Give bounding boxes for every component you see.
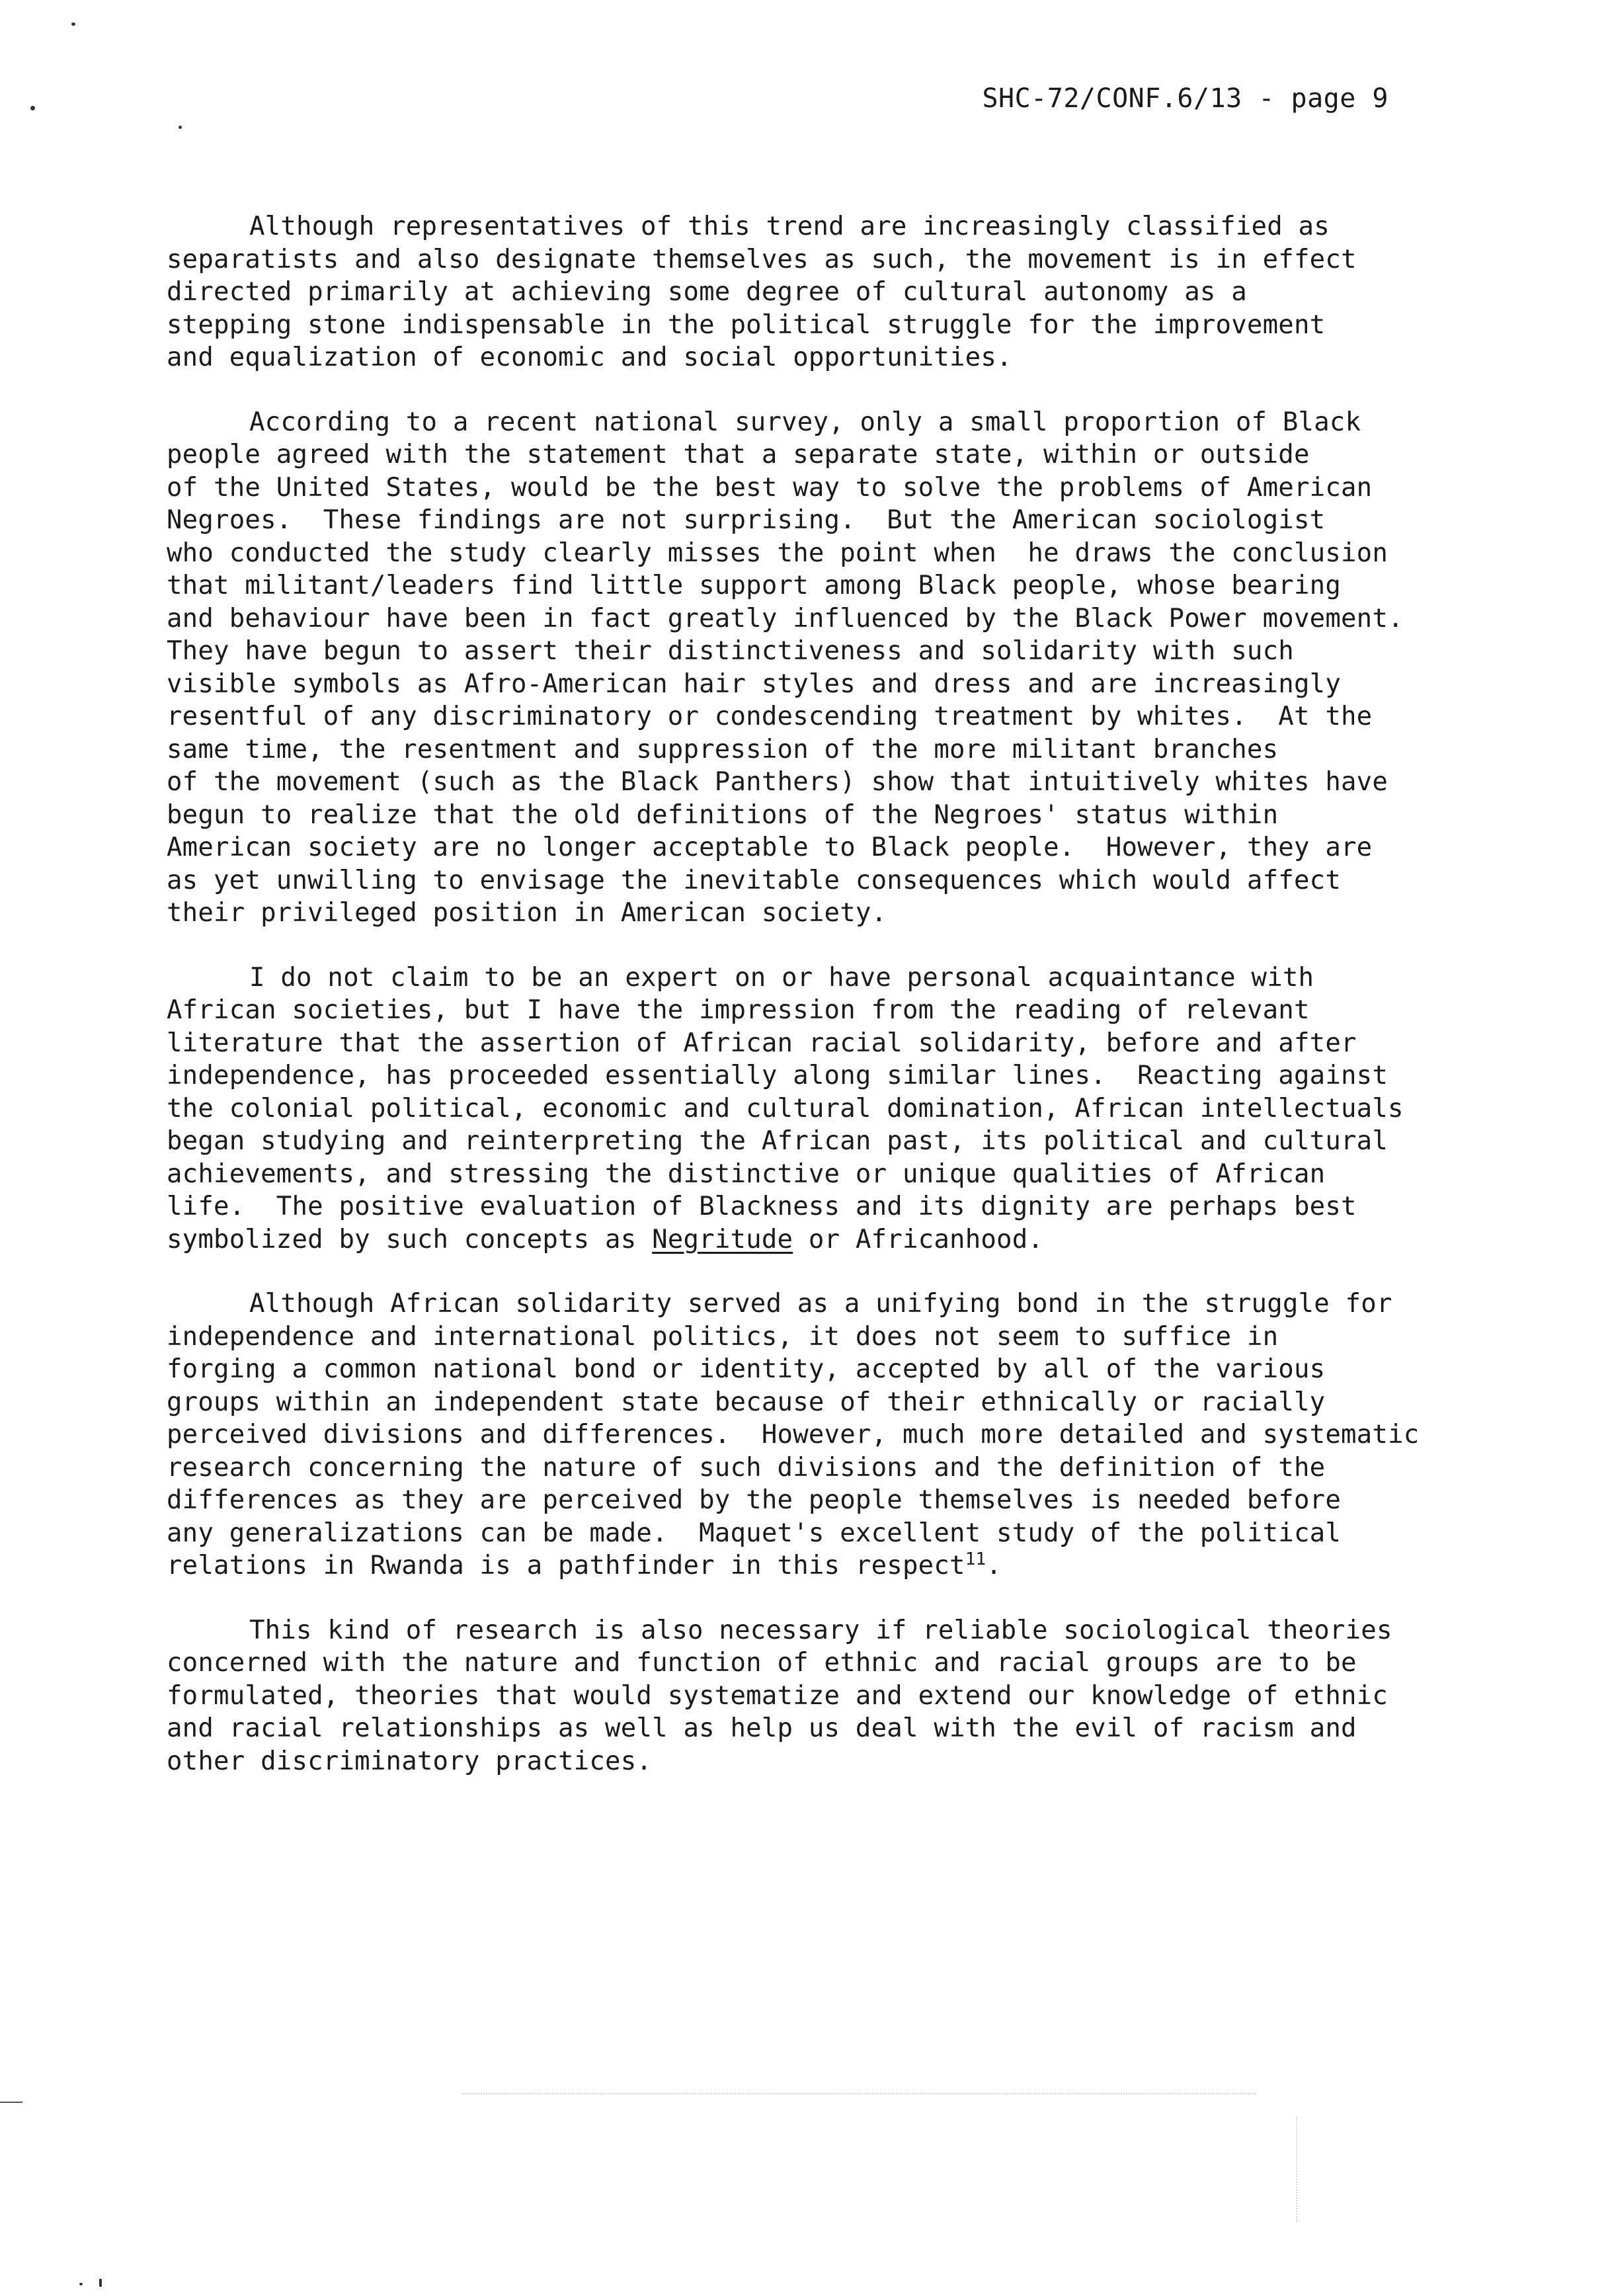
text-line: groups within an independent state because of their ethnically or racially <box>167 1387 1326 1417</box>
text-line: separatists and also designate themselves as such, the movement is in effect <box>167 244 1357 274</box>
text-line: begun to realize that the old definitions of the Negroes' status within <box>167 800 1279 830</box>
text-line: They have begun to assert their distinctiveness and solidarity with such <box>167 636 1294 666</box>
text-line: people agreed with the statement that a separate state, within or outside <box>167 440 1310 470</box>
scan-speck <box>179 126 182 129</box>
text-line: and equalization of economic and social opportunities. <box>167 343 1012 372</box>
text-line: of the movement (such as the Black Panthers) show that intuitively whites have <box>167 767 1388 797</box>
footnote-marker: 11 <box>965 1549 986 1569</box>
text-line <box>167 1549 1489 1582</box>
paragraph-2 <box>167 406 1489 930</box>
text-line: formulated, theories that would systematize and extend our knowledge of ethnic <box>167 1680 1388 1711</box>
paragraph-3 <box>167 962 1489 1256</box>
text-line: forging a common national bond or identity, accepted by all of the various <box>167 1354 1326 1384</box>
text-line: Negroes. These findings are not surprising. But the American sociologist <box>167 505 1326 535</box>
text-line: differences as they are perceived by the people themselves is needed before <box>167 1485 1341 1515</box>
text-segment: . <box>986 1551 1002 1580</box>
text-line: directed primarily at achieving some degree of cultural autonomy as a <box>167 277 1247 307</box>
text-segment: symbolized by such concepts as <box>167 1224 653 1254</box>
text-line: the colonial political, economic and cultural domination, African intellectuals <box>167 1093 1404 1124</box>
paragraph-5 <box>167 1614 1489 1778</box>
text-line: resentful of any discriminatory or condescending treatment by whites. At the <box>167 702 1373 731</box>
paragraph-1 <box>167 210 1489 374</box>
text-segment: or Africanhood. <box>793 1224 1044 1254</box>
scan-dotted-line <box>463 2093 1256 2094</box>
scan-speck <box>71 22 75 26</box>
page-header-reference: SHC-72/CONF.6/13 - page 9 <box>982 83 1388 114</box>
text-line: American society are no longer acceptable to Black people. However, they are <box>167 833 1373 862</box>
text-line: life. The positive evaluation of Blackness and its dignity are perhaps best <box>167 1192 1357 1221</box>
text-line: visible symbols as Afro-American hair styles and dress and are increasingly <box>167 669 1341 699</box>
scan-edge-mark <box>0 2102 22 2103</box>
text-line: that militant/leaders find little support among Black people, whose bearing <box>167 571 1341 600</box>
text-line: concerned with the nature and function of ethnic and racial groups are to be <box>167 1648 1357 1678</box>
text-line: of the United States, would be the best way to solve the problems of American <box>167 472 1373 503</box>
text-line: perceived divisions and differences. However, much more detailed and systematic <box>167 1420 1420 1450</box>
text-line: African societies, but I have the impression from the reading of relevant <box>167 995 1310 1025</box>
text-line: stepping stone indispensable in the political struggle for the improvement <box>167 309 1326 340</box>
text-line: According to a recent national survey, only a small proportion of Black <box>249 407 1361 437</box>
text-segment: relations in Rwanda is a pathfinder in this respect <box>167 1551 965 1580</box>
text-line: same time, the resentment and suppression of the more militant branches <box>167 734 1279 764</box>
text-line: This kind of research is also necessary if reliable sociological theories <box>249 1615 1392 1645</box>
text-line: literature that the assertion of African racial solidarity, before and after <box>167 1028 1357 1058</box>
text-line: their privileged position in American society. <box>167 898 887 928</box>
scan-speck <box>30 106 35 110</box>
scan-dotted-line <box>1296 2116 1304 2222</box>
text-line: other discriminatory practices. <box>167 1746 653 1776</box>
text-line: began studying and reinterpreting the African past, its political and cultural <box>167 1126 1388 1156</box>
paragraph-4 <box>167 1288 1489 1582</box>
text-line: independence, has proceeded essentially along similar lines. Reacting against <box>167 1061 1388 1090</box>
text-line: research concerning the nature of such divisions and the definition of the <box>167 1452 1326 1483</box>
text-line: and racial relationships as well as help us deal with the evil of racism and <box>167 1713 1357 1743</box>
scan-speck <box>79 2283 83 2285</box>
text-line: and behaviour have been in fact greatly influenced by the Black Power movement. <box>167 603 1404 634</box>
text-line: any generalizations can be made. Maquet's excellent study of the political <box>167 1518 1341 1548</box>
text-line: achievements, and stressing the distinctive or unique qualities of African <box>167 1159 1326 1189</box>
scan-speck <box>99 2279 102 2287</box>
text-line: I do not claim to be an expert on or have personal acquaintance with <box>249 962 1314 993</box>
text-line <box>167 1223 1489 1256</box>
text-line: as yet unwilling to envisage the inevitable consequences which would affect <box>167 865 1341 895</box>
text-line: Although African solidarity served as a unifying bond in the struggle for <box>249 1289 1392 1319</box>
document-body <box>167 210 1489 1809</box>
text-line: independence and international politics, it does not seem to suffice in <box>167 1321 1279 1352</box>
text-line: who conducted the study clearly misses the point when he draws the conclusion <box>167 538 1388 568</box>
text-line: Although representatives of this trend are increasingly classified as <box>249 212 1330 241</box>
underlined-term: Negritude <box>652 1224 793 1254</box>
